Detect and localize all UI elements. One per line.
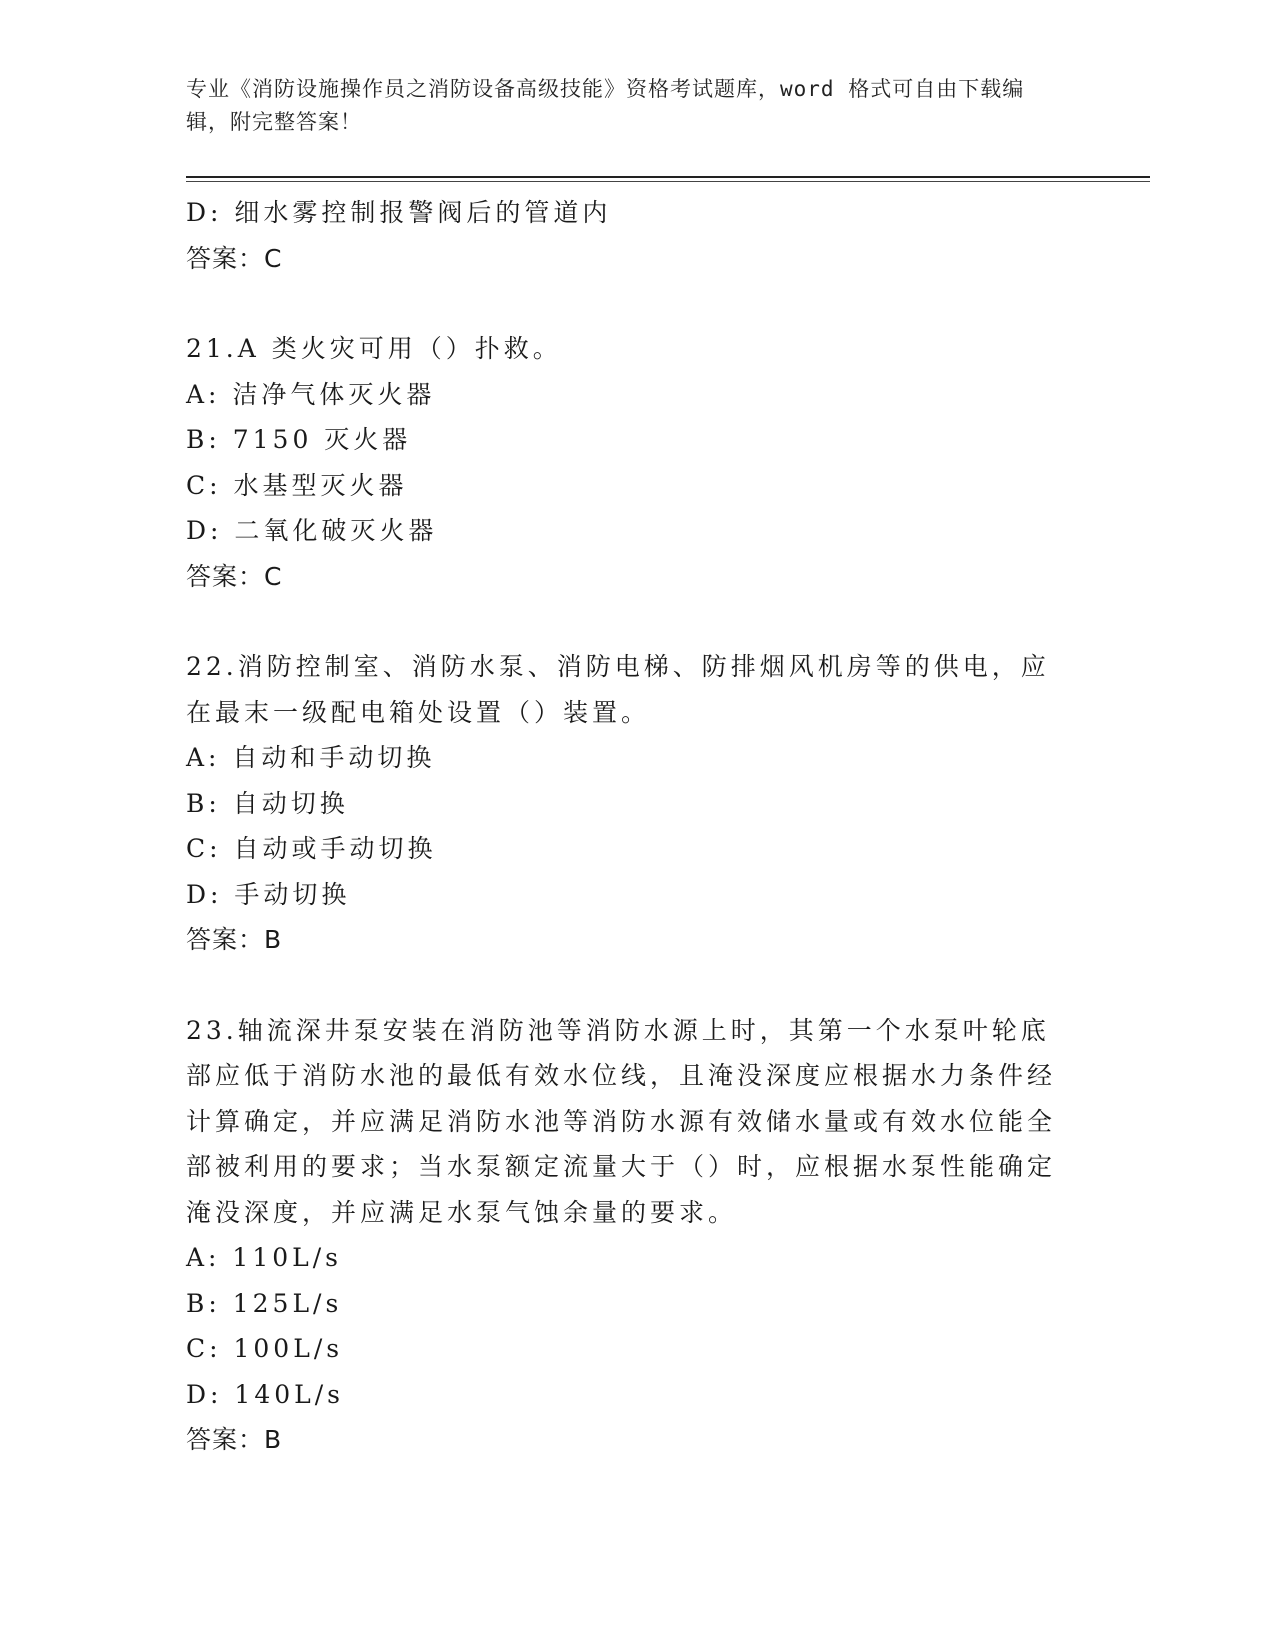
document-header: 专业《消防设施操作员之消防设备高级技能》资格考试题库，word 格式可自由下载编辑，附完整答案！ [186, 77, 1025, 134]
option-d: D: 140L/s [186, 1379, 344, 1409]
option-a: A: 自动和手动切换 [186, 743, 436, 772]
question-21 [186, 326, 1086, 599]
header-divider-thin [186, 181, 1150, 182]
question-stem: 22.消防控制室、消防水泵、消防电梯、防排烟风机房等的供电，应在最末一级配电箱处设置（）装置。 [186, 652, 1050, 727]
option-a: A: 洁净气体灭火器 [186, 379, 436, 409]
option-a: A: 110L/s [186, 1243, 342, 1272]
question-list [186, 190, 1086, 1463]
option-c: C: 100L/s [186, 1334, 344, 1363]
question-22 [186, 644, 1086, 963]
question-stem: 23.轴流深井泵安装在消防池等消防水源上时，其第一个水泵叶轮底部应低于消防水池的最低有效水位线，且淹没深度应根据水力条件经计算确定，并应满足消防水池等消防水源有效储水量或有效水位能全部被利用的要求；当水泵额定流量大于（）时，应根据水泵性能确定淹没深度，并应满足水泵气蚀余量的要求。 [186, 1015, 1057, 1227]
option-d: D: 手动切换 [186, 879, 351, 909]
header-divider-thick [186, 176, 1150, 178]
question-stem: 21.A 类火灾可用（）扑救。 [186, 334, 562, 363]
option-b: B: 125L/s [186, 1288, 343, 1318]
answer-line: 答案：B [186, 925, 283, 954]
option-c: C: 自动或手动切换 [186, 834, 437, 863]
option-c: C: 水基型灭火器 [186, 470, 408, 500]
answer-line: 答案：C [186, 561, 283, 591]
option-b: B: 自动切换 [186, 788, 349, 818]
question-23 [186, 1008, 1086, 1463]
option-d: D: 细水雾控制报警阀后的管道内 [186, 198, 612, 227]
option-d: D: 二氧化破灭火器 [186, 516, 438, 545]
answer-line: 答案：C [186, 243, 283, 273]
answer-line: 答案：B [186, 1425, 283, 1454]
previous-question-tail [186, 190, 1086, 281]
option-b: B: 7150 灭火器 [186, 425, 412, 454]
